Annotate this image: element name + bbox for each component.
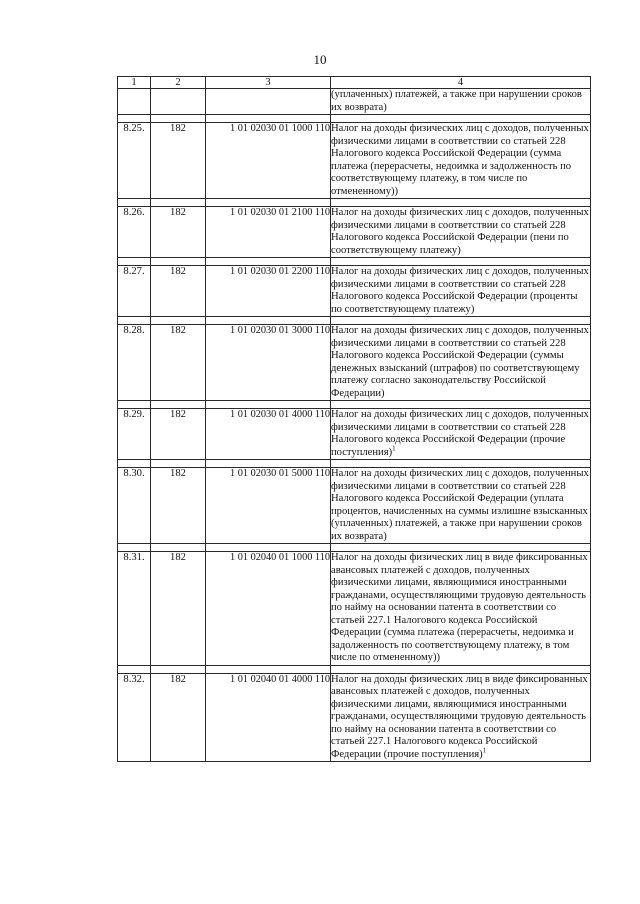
row-number: 8.30.: [118, 468, 151, 544]
row-number: 8.25.: [118, 123, 151, 199]
column-header-1: 1: [118, 77, 151, 89]
page-number: 10: [313, 52, 327, 67]
income-description: Налог на доходы физических лиц с доходов, полученных физическими лицами в соответствии со статьей 228 Налогового кодекса Российской Федерации (проценты по соответствующему платежу): [331, 266, 589, 315]
table-row: [118, 266, 591, 317]
admin-code: 182: [151, 673, 206, 762]
column-header-4: 4: [331, 77, 591, 89]
budget-classification-code: 1 01 02030 01 2200 110: [206, 266, 331, 317]
footnote-mark: 1: [482, 745, 487, 754]
income-description: Налог на доходы физических лиц с доходов, полученных физическими лицами в соответствии со статьей 228 Налогового кодекса Российской Федерации (пени по соответствующему платежу): [331, 207, 589, 256]
table-row: [118, 552, 591, 666]
footnote-mark: 1: [392, 443, 396, 452]
continuation-row: [118, 89, 591, 115]
row-separator: [118, 258, 591, 266]
budget-classification-code: 1 01 02030 01 5000 110: [206, 468, 331, 544]
row-separator: [118, 115, 591, 123]
row-separator: [118, 544, 591, 552]
admin-code: 182: [151, 468, 206, 544]
admin-code: 182: [151, 266, 206, 317]
row-number: 8.29.: [118, 409, 151, 460]
income-description: Налог на доходы физических лиц с доходов, полученных физическими лицами в соответствии со статьей 228 Налогового кодекса Российской Федерации (сумма платежа (перерасчеты, недоимка и задолженность по соответствующему платежу, в том числе по отмененному)): [331, 123, 589, 197]
row-separator: [118, 665, 591, 673]
budget-classification-code: 1 01 02030 01 1000 110: [206, 123, 331, 199]
table-row: [118, 468, 591, 544]
row-separator: [118, 317, 591, 325]
row-number: 8.32.: [118, 673, 151, 762]
admin-code: 182: [151, 325, 206, 401]
table-row: [118, 409, 591, 460]
table-row: [118, 325, 591, 401]
income-description: Налог на доходы физических лиц с доходов, полученных физическими лицами в соответствии со статьей 228 Налогового кодекса Российской Федерации (прочие поступления)$^1$: [331, 409, 589, 458]
header-row: [118, 77, 591, 89]
admin-code: 182: [151, 409, 206, 460]
table-row: [118, 123, 591, 199]
column-header-3: 3: [206, 77, 331, 89]
income-description: Налог на доходы физических лиц в виде фиксированных авансовых платежей с доходов, полученных физическими лицами, являющимися иностранными гражданами, осуществляющими трудовую деятельность по найму на основании патента в соответствии со статьей 227.1 Налогового кодекса Российской Федерации (сумма платежа (перерасчеты, недоимка и задолженность по соответствующему платежу, в том числе по отмененному)): [331, 552, 591, 666]
budget-classification-code: 1 01 02030 01 4000 110: [206, 409, 331, 460]
budget-code-table: [117, 76, 591, 762]
budget-classification-code: 1 01 02030 01 2100 110: [206, 207, 331, 258]
row-separator: [118, 460, 591, 468]
row-number: 8.27.: [118, 266, 151, 317]
table-row: [118, 207, 591, 258]
row-number: 8.26.: [118, 207, 151, 258]
row-number: 8.31.: [118, 552, 151, 666]
budget-classification-code: 1 01 02040 01 4000 110: [206, 673, 331, 762]
admin-code: 182: [151, 552, 206, 666]
income-description: Налог на доходы физических лиц с доходов, полученных физическими лицами в соответствии со статьей 228 Налогового кодекса Российской Федерации (суммы денежных взысканий (штрафов) по соответствующему платежу согласно законодательству Российской Федерации): [331, 325, 589, 399]
row-separator: [118, 401, 591, 409]
budget-classification-code: 1 01 02030 01 3000 110: [206, 325, 331, 401]
row-separator: [118, 199, 591, 207]
table-row: [118, 673, 591, 762]
row-number: 8.28.: [118, 325, 151, 401]
table-body: [118, 89, 591, 762]
column-header-2: 2: [151, 77, 206, 89]
budget-classification-code: 1 01 02040 01 1000 110: [206, 552, 331, 666]
admin-code: 182: [151, 123, 206, 199]
income-description: Налог на доходы физических лиц с доходов, полученных физическими лицами в соответствии со статьей 228 Налогового кодекса Российской Федерации (уплата процентов, начисленных на суммы излишне взысканных (уплаченных) платежей, а также при нарушении сроков их возврата): [331, 468, 589, 542]
admin-code: 182: [151, 207, 206, 258]
income-description: Налог на доходы физических лиц в виде фиксированных авансовых платежей с доходов, полученных физическими лицами, являющимися иностранными гражданами, осуществляющими трудовую деятельность по найму на основании патента в соответствии со статьей 227.1 Налогового кодекса Российской Федерации (прочие поступления)$^1$: [331, 673, 591, 762]
continuation-text: (уплаченных) платежей, а также при нарушении сроков их возврата): [331, 89, 591, 115]
